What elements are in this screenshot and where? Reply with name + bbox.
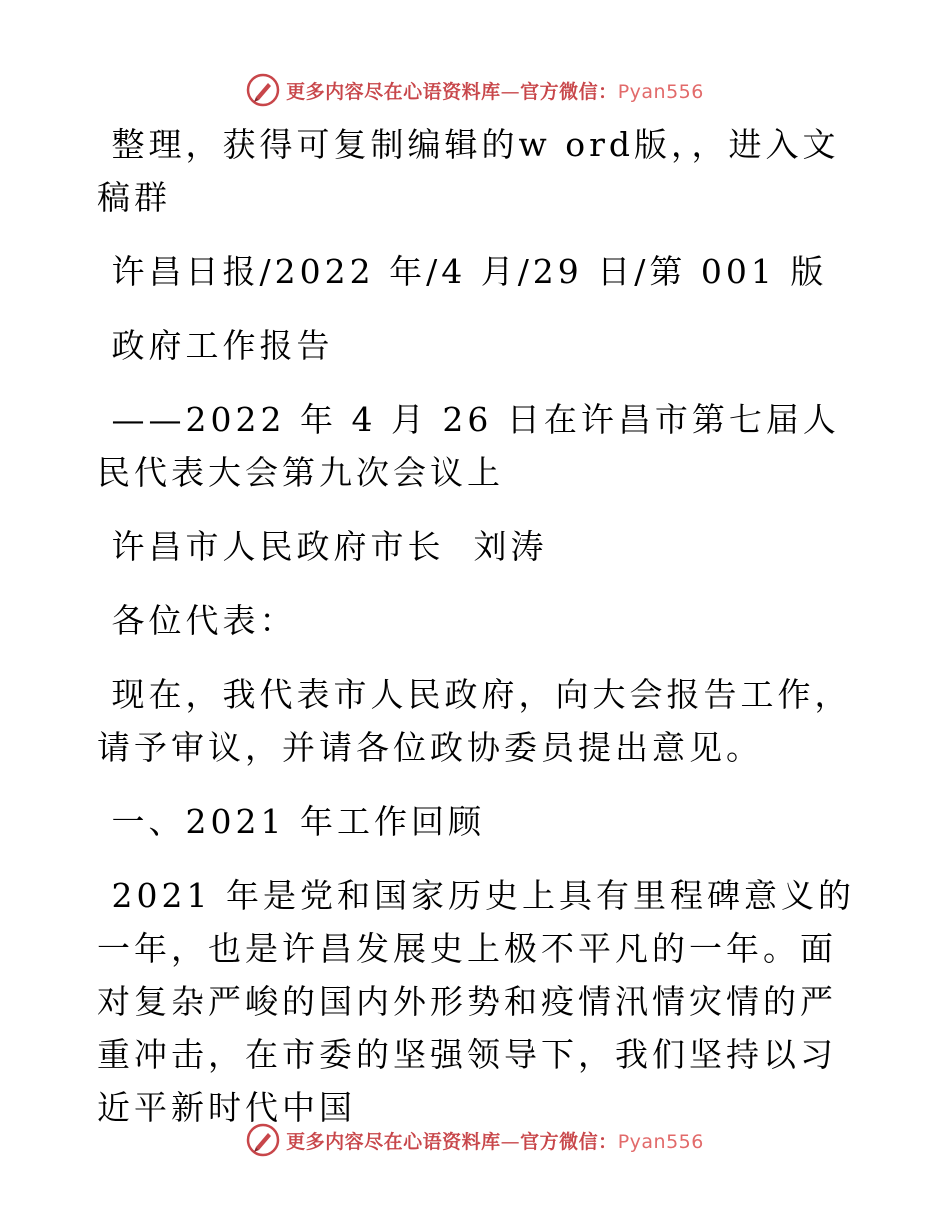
source-line: 许昌日报/2022 年/4 月/29 日/第 001 版: [97, 252, 828, 291]
logo-icon: [246, 73, 280, 107]
note-paragraph: 整理，获得可复制编辑的w ord版，，进入文稿群: [97, 125, 840, 217]
body-paragraph: 现在，我代表市人民政府，向大会报告工作，请予审议，并请各位政协委员提出意见。: [97, 675, 852, 767]
document-body: [97, 118, 857, 1155]
subtitle-line: ——2022 年 4 月 26 日在许昌市第七届人民代表大会第九次会议上: [97, 400, 840, 492]
logo-icon: [246, 1123, 280, 1157]
salutation: 各位代表：: [97, 601, 297, 640]
author-line: 许昌市人民政府市长 刘涛: [97, 527, 548, 566]
body-paragraph: 2021 年是党和国家历史上具有里程碑意义的一年，也是许昌发展史上极不平凡的一年。面对复杂严峻的国内外形势和疫情汛情灾情的严重冲击，在市委的坚强领导下，我们坚持以习近平新时代中国: [97, 876, 855, 1127]
section-heading: 一、2021 年工作回顾: [97, 802, 485, 841]
header-watermark-banner: [0, 70, 950, 110]
watermark-text: 更多内容尽在心语资料库—官方微信：Pyan556: [286, 80, 704, 103]
watermark-text: 更多内容尽在心语资料库—官方微信：Pyan556: [286, 1130, 704, 1153]
footer-watermark-banner: [0, 1120, 950, 1160]
document-title: 政府工作报告: [97, 326, 334, 365]
